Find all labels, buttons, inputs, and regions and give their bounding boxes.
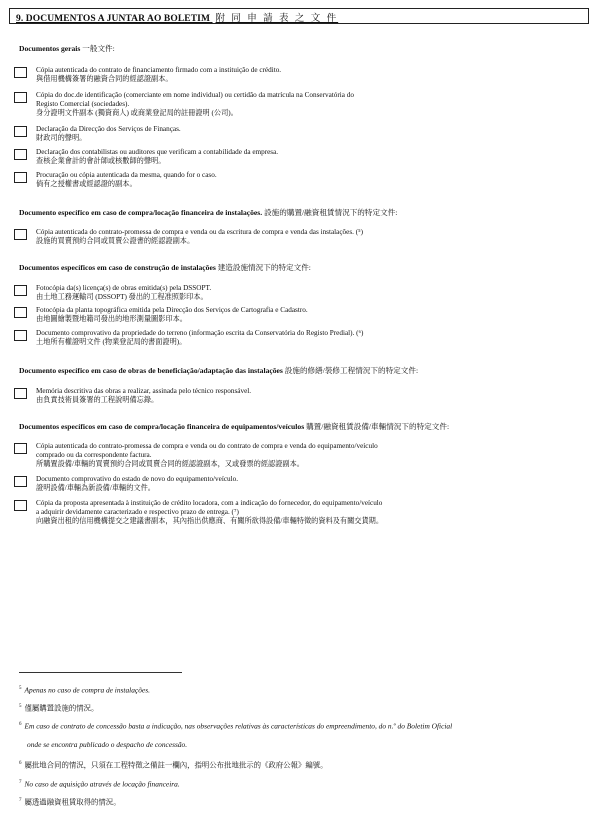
- section-title-cn: 附 同 申 請 表 之 文 件: [215, 14, 339, 24]
- footnote-text: 屬透過融資租賃取得的情況。: [24, 797, 121, 807]
- footnote-number: 5: [19, 704, 22, 709]
- item-line: Cópia autenticada do contrato-promessa de compra e venda ou da escritura de compra e venda das instalações. (⁵): [36, 228, 364, 236]
- footnote-number: 7: [19, 780, 22, 785]
- document-checkbox[interactable]: [14, 330, 27, 341]
- item-line: 所購置設備/車輛的買賣預約合同或買賣合同的經認證副本，又或發票的經認證副本。: [36, 460, 304, 469]
- document-item-text: [36, 475, 238, 493]
- item-line: 向融資出租的信用機構提交之建議書副本，其內指出供應商、有關所欲得設備/車輛特徵的資料及有關交貨期。: [36, 517, 384, 526]
- section-construction: [19, 263, 589, 347]
- document-item-text: [36, 125, 181, 143]
- subsection-title-pt: Documentos específicos em caso de construção de instalações: [19, 263, 216, 272]
- section-improvement-works: [19, 366, 589, 405]
- subsection-title: [19, 263, 589, 272]
- item-line: 設施的買賣預約合同或買賣公證書的經認證副本。: [36, 237, 195, 246]
- section-title-pt: 9. DOCUMENTOS A JUNTAR AO BOLETIM: [16, 14, 211, 24]
- document-item-text: [36, 171, 217, 189]
- document-checkbox[interactable]: [14, 307, 27, 318]
- item-line: a adquirir devidamente caracterizado e respectivo prazo de entrega. (⁷): [36, 508, 239, 517]
- subsection-title-cn: 設施的修繕/裝修工程情況下的特定文件:: [284, 366, 419, 375]
- footnote: [19, 796, 121, 806]
- item-line: 身分證明文件副本 (獨資商人) 或商業登記局的註冊證明 (公司)。: [36, 109, 238, 118]
- document-checkbox[interactable]: [14, 126, 27, 137]
- document-checkbox[interactable]: [14, 229, 27, 240]
- footnote-text: Apenas no caso de compra de instalações.: [24, 685, 150, 695]
- item-line: 倘有之授權書或經認證的副本。: [36, 180, 137, 189]
- footnote-text: 屬批地合同的情況，只須在工程特徵之備註一欄內，指明公布批地批示的《政府公報》編號。: [24, 760, 328, 770]
- document-checkbox[interactable]: [14, 388, 27, 399]
- item-line: Memória descritiva das obras a realizar, assinada pelo técnico responsável.: [36, 387, 252, 395]
- document-item-text: [36, 387, 251, 405]
- item-line: Procuração ou cópia autenticada da mesma, quando for o caso.: [36, 171, 217, 179]
- item-line: Cópia autenticada do contrato de financiamento firmado com a instituição de crédito.: [36, 66, 282, 74]
- footnote-number: 7: [19, 798, 22, 803]
- document-item-text: [36, 442, 378, 470]
- footnote-text: Em caso de contrato de concessão basta a indicação, nas observações relativas às características do empreendimento, do n.º do Boletim Oficial: [24, 721, 453, 731]
- item-line: 證明設備/車輛為新設備/車輛的文件。: [36, 484, 155, 493]
- subsection-title-cn: 設施的購置/融資租賃情況下的特定文件:: [264, 208, 398, 217]
- footnote-number: 6: [19, 722, 22, 727]
- footnote: [19, 759, 328, 769]
- document-item-text: [36, 66, 281, 84]
- footnote-number: 6: [19, 761, 22, 766]
- item-line: Declaração dos contabilistas ou auditores que verificam a contabilidade da empresa.: [36, 148, 279, 156]
- item-line: Registo Comercial (sociedades).: [36, 100, 130, 109]
- document-checkbox[interactable]: [14, 67, 27, 78]
- subsection-title-pt: Documentos gerais: [19, 44, 81, 53]
- document-checkbox[interactable]: [14, 285, 27, 296]
- item-line: 由土地工務運輸司 (DSSOPT) 發出的工程准照影印本。: [36, 293, 208, 302]
- footnote: [19, 778, 180, 788]
- document-item-text: [36, 148, 278, 166]
- document-item-text: [36, 284, 211, 302]
- document-checkbox[interactable]: [14, 443, 27, 454]
- subsection-title-cn: 一般文件:: [82, 44, 115, 53]
- section-general-documents: [19, 44, 589, 189]
- subsection-title-pt: Documentos específicos em caso de compra/locação financeira de equipamentos/veículos: [19, 422, 305, 431]
- subsection-title: [19, 208, 589, 217]
- item-line: Cópia do doc.de identificação (comerciante em nome individual) ou certidão da matrícula na Conservatória do: [36, 91, 354, 99]
- section-header: [9, 8, 589, 24]
- footnote-divider: [19, 672, 182, 673]
- footnote-text: onde se encontra publicado o despacho de concessão.: [27, 740, 188, 749]
- item-line: Cópia da proposta apresentada à instituição de crédito locadora, com a indicação do fornecedor, do equipamento/veículo: [36, 499, 383, 507]
- section-title: [16, 10, 338, 24]
- item-line: 查核企業會計的會計師或核數師的聲明。: [36, 157, 166, 166]
- subsection-title: [19, 44, 589, 53]
- document-item-text: [36, 228, 363, 246]
- subsection-title-pt: Documento específico em caso de compra/locação financeira de instalações.: [19, 208, 263, 217]
- item-line: Declaração da Direcção dos Serviços de Finanças.: [36, 125, 181, 133]
- subsection-title-cn: 建造設施情況下的特定文件:: [217, 263, 311, 272]
- item-line: Fotocópia da planta topográfica emitida pela Direcção dos Serviços de Cartografia e Cadastro.: [36, 306, 308, 314]
- document-item-text: [36, 329, 363, 347]
- document-checkbox[interactable]: [14, 500, 27, 511]
- item-line: Documento comprovativo da propriedade do terreno (informação escrita da Conservatória do Registo Predial). (⁶): [36, 329, 364, 337]
- item-line: 由負責技術員簽署的工程說明備忘錄。: [36, 396, 159, 405]
- item-line: comprado ou da correspondente factura.: [36, 451, 152, 460]
- document-item-text: [36, 91, 354, 119]
- subsection-title: [19, 366, 589, 375]
- document-item-text: [36, 306, 308, 324]
- footnote-continuation: [27, 740, 187, 749]
- subsection-title: [19, 422, 589, 431]
- item-line: 土地所有權證明文件 (物業登記局的書面證明)。: [36, 338, 187, 347]
- item-line: Documento comprovativo do estado de novo do equipamento/veículo.: [36, 475, 239, 483]
- item-line: 財政司的聲明。: [36, 134, 87, 143]
- footnote-number: 5: [19, 686, 22, 691]
- document-checkbox[interactable]: [14, 172, 27, 183]
- subsection-title-pt: Documento específico em caso de obras de beneficiação/adaptação das instalações: [19, 366, 283, 375]
- subsection-title-cn: 購置/融資租賃設備/車輛情況下的特定文件:: [306, 422, 450, 431]
- footnote: [19, 720, 452, 730]
- footnote: [19, 702, 98, 712]
- footnote: [19, 684, 150, 694]
- document-checkbox[interactable]: [14, 149, 27, 160]
- document-checkbox[interactable]: [14, 92, 27, 103]
- item-line: 由地圖繪製暨地籍司發出的地形測量圖影印本。: [36, 315, 187, 324]
- section-equipment-vehicles: [19, 422, 589, 526]
- document-item-text: [36, 499, 383, 527]
- item-line: Fotocópia da(s) licença(s) de obras emitida(s) pela DSSOPT.: [36, 284, 212, 292]
- footnote-text: No caso de aquisição através de locação financeira.: [24, 779, 180, 789]
- section-installations-purchase: [19, 208, 589, 246]
- item-line: Cópia autenticada do contrato-promessa de compra e venda ou do contrato de compra e venda do equipamento/veículo: [36, 442, 378, 450]
- document-checkbox[interactable]: [14, 476, 27, 487]
- item-line: 與借用機構簽署的融資合同的經認證副本。: [36, 75, 173, 84]
- footnote-text: 僅屬購置設施的情況。: [24, 703, 99, 713]
